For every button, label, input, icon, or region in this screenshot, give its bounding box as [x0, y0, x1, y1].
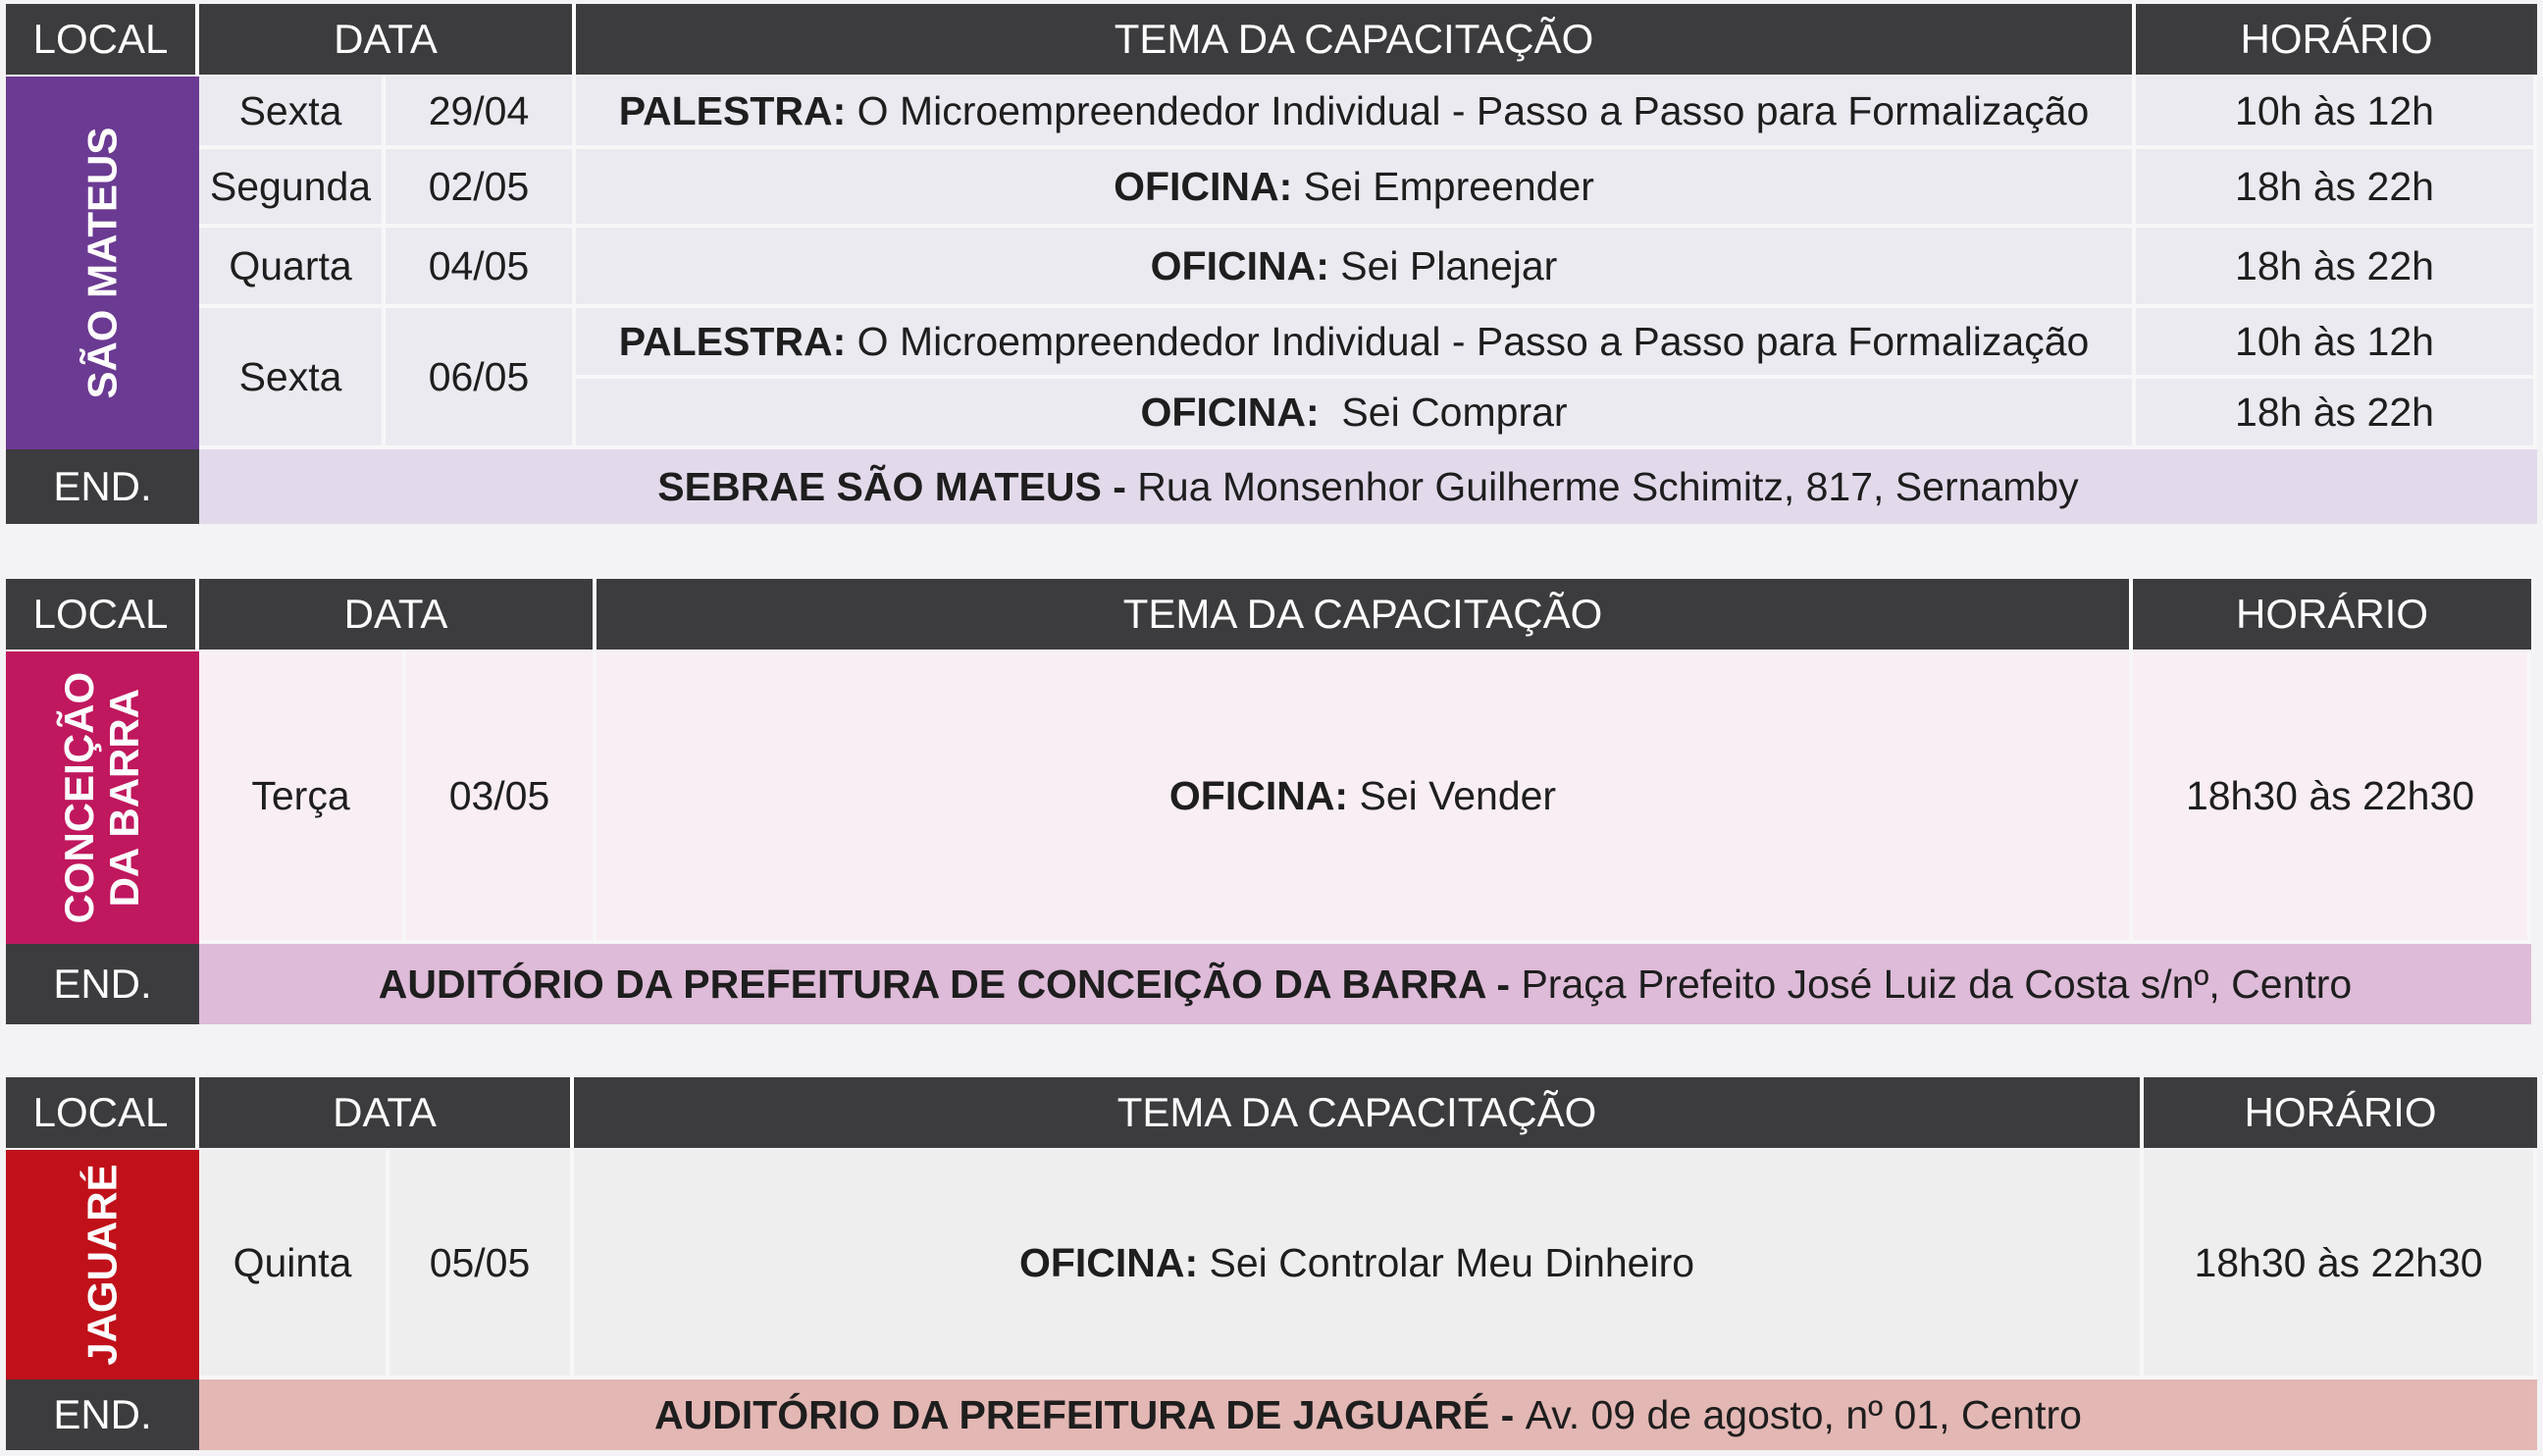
tema-cell: PALESTRA: O Microempreendedor Individual - Passo a Passo para Formalização: [576, 308, 2136, 379]
header-local: LOCAL: [6, 1077, 199, 1148]
local-label: SÃO MATEUS: [78, 127, 126, 399]
tema-cell: OFICINA: Sei Planejar: [576, 228, 2136, 308]
header-tema: TEMA DA CAPACITAÇÃO: [574, 1077, 2144, 1148]
end-label: END.: [6, 449, 199, 524]
tema-cell: OFICINA: Sei Comprar: [576, 379, 2136, 449]
header-data: DATA: [199, 1077, 574, 1148]
tema-cell: OFICINA: Sei Vender: [597, 651, 2133, 944]
time-cell: 10h às 12h: [2136, 77, 2537, 149]
end-label: END.: [6, 1379, 199, 1450]
table-header: [6, 579, 2531, 650]
tema-cell: OFICINA: Sei Controlar Meu Dinheiro: [574, 1150, 2144, 1379]
day-cell: Quinta: [199, 1150, 389, 1379]
date-cell: 02/05: [386, 149, 576, 228]
date-cell: 05/05: [389, 1150, 574, 1379]
address-text: AUDITÓRIO DA PREFEITURA DE CONCEIÇÃO DA BARRA - Praça Prefeito José Luiz da Costa s/nº, Centro: [199, 944, 2531, 1024]
header-horario: HORÁRIO: [2144, 1077, 2537, 1148]
local-cell-conceicao-da-barra: [6, 651, 199, 944]
header-horario: HORÁRIO: [2133, 579, 2531, 650]
time-cell: 18h às 22h: [2136, 149, 2537, 228]
schedule-table-jaguare: [6, 1077, 2537, 1452]
header-tema: TEMA DA CAPACITAÇÃO: [597, 579, 2133, 650]
day-cell: Sexta: [199, 77, 386, 149]
date-cell: 03/05: [406, 651, 597, 944]
local-label: CONCEIÇÃO DA BARRA: [56, 671, 148, 924]
day-cell: Sexta: [199, 308, 386, 449]
date-cell: 04/05: [386, 228, 576, 308]
end-label: END.: [6, 944, 199, 1024]
time-cell: 18h às 22h: [2136, 379, 2537, 449]
address-text: AUDITÓRIO DA PREFEITURA DE JAGUARÉ - Av. 09 de agosto, nº 01, Centro: [199, 1379, 2537, 1450]
address-row: [6, 449, 2537, 524]
header-data: DATA: [199, 579, 597, 650]
local-cell-sao-mateus: [6, 77, 199, 449]
address-row: [6, 944, 2531, 1024]
local-cell-jaguare: [6, 1150, 199, 1379]
time-cell: 18h30 às 22h30: [2144, 1150, 2537, 1379]
header-horario: HORÁRIO: [2136, 4, 2537, 75]
schedule-table-sao-mateus: [6, 4, 2537, 524]
header-local: LOCAL: [6, 4, 199, 75]
date-cell: 29/04: [386, 77, 576, 149]
day-cell: Terça: [199, 651, 406, 944]
header-local: LOCAL: [6, 579, 199, 650]
address-row: [6, 1379, 2537, 1450]
tema-cell: PALESTRA: O Microempreendedor Individual - Passo a Passo para Formalização: [576, 77, 2136, 149]
address-text: SEBRAE SÃO MATEUS - Rua Monsenhor Guilherme Schimitz, 817, Sernamby: [199, 449, 2537, 524]
time-cell: 10h às 12h: [2136, 308, 2537, 379]
table-header: [6, 4, 2537, 75]
time-cell: 18h às 22h: [2136, 228, 2537, 308]
tema-cell: OFICINA: Sei Empreender: [576, 149, 2136, 228]
local-label: JAGUARÉ: [78, 1164, 126, 1366]
time-cell: 18h30 às 22h30: [2133, 651, 2531, 944]
header-tema: TEMA DA CAPACITAÇÃO: [576, 4, 2136, 75]
table-header: [6, 1077, 2537, 1148]
day-cell: Segunda: [199, 149, 386, 228]
schedule-table-conceicao-da-barra: [6, 579, 2531, 1024]
header-data: DATA: [199, 4, 576, 75]
day-cell: Quarta: [199, 228, 386, 308]
date-cell: 06/05: [386, 308, 576, 449]
